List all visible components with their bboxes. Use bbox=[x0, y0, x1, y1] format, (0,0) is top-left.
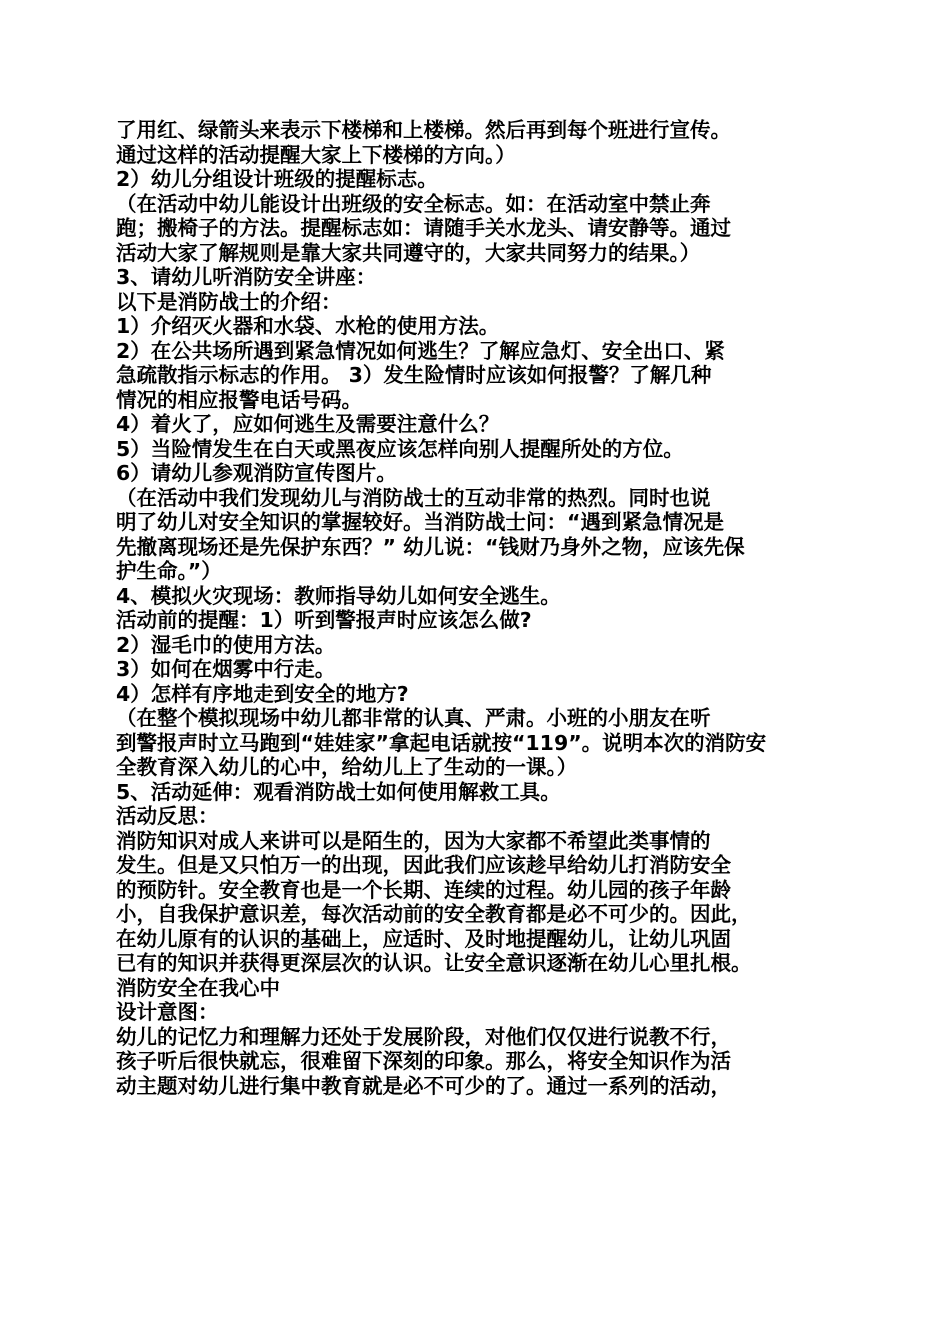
text-line: （在活动中幼儿能设计出班级的安全标志。如：在活动室中禁止奔 bbox=[116, 191, 711, 216]
text-line: 通过这样的活动提醒大家上下楼梯的方向。） bbox=[116, 142, 516, 167]
text-line: 4）怎样有序地走到安全的地方? bbox=[116, 681, 409, 706]
text-line: 3）如何在烟雾中行走。 bbox=[116, 657, 336, 681]
text-line: 先撤离现场还是先保护东西？” 幼儿说：“钱财乃身外之物，应该先保 bbox=[116, 534, 745, 559]
text-line: 到警报声时立马跑到“娃娃家”拿起电话就按“119”。说明本次的消防安 bbox=[116, 730, 767, 755]
text-line: 消防知识对成人来讲可以是陌生的，因为大家都不希望此类事情的 bbox=[116, 828, 711, 853]
text-line: 2）幼儿分组设计班级的提醒标志。 bbox=[116, 167, 438, 191]
text-line: （在整个模拟现场中幼儿都非常的认真、严肃。小班的小朋友在听 bbox=[116, 706, 711, 730]
text-line: 6）请幼儿参观消防宣传图片。 bbox=[116, 461, 397, 485]
text-line: 5）当险情发生在白天或黑夜应该怎样向别人提醒所处的方位。 bbox=[116, 436, 684, 461]
text-line: 1）介绍灭火器和水袋、水枪的使用方法。 bbox=[116, 314, 500, 338]
text-line: 急疏散指示标志的作用。 3）发生险情时应该如何报警？了解几种 bbox=[116, 363, 712, 387]
text-line: 孩子听后很快就忘，很难留下深刻的印象。那么，将安全知识作为活 bbox=[116, 1049, 731, 1073]
text-line: 4）着火了，应如何逃生及需要注意什么？ bbox=[116, 412, 500, 436]
text-line: 2）在公共场所遇到紧急情况如何逃生？了解应急灯、安全出口、紧 bbox=[116, 338, 725, 363]
document-page bbox=[116, 118, 846, 1098]
text-line: 跑；搬椅子的方法。提醒标志如：请随手关水龙头、请安静等。通过 bbox=[116, 216, 731, 240]
text-line: 以下是消防战士的介绍： bbox=[116, 289, 342, 314]
text-line: 4、模拟火灾现场：教师指导幼儿如何安全逃生。 bbox=[116, 583, 561, 608]
text-line: 全教育深入幼儿的心中，给幼儿上了生动的一课。） bbox=[116, 755, 578, 779]
text-line: 发生。但是又只怕万一的出现，因此我们应该趁早给幼儿打消防安全 bbox=[116, 853, 731, 877]
text-line: 5、活动延伸：观看消防战士如何使用解救工具。 bbox=[116, 779, 561, 804]
text-line: 动主题对幼儿进行集中教育就是必不可少的了。通过一系列的活动， bbox=[116, 1073, 731, 1098]
text-line: 2）湿毛巾的使用方法。 bbox=[116, 632, 336, 657]
text-line: 的预防针。安全教育也是一个长期、连续的过程。幼儿园的孩子年龄 bbox=[116, 877, 731, 902]
text-line: 情况的相应报警电话号码。 bbox=[116, 387, 362, 412]
text-line: 在幼儿原有的认识的基础上，应适时、及时地提醒幼儿，让幼儿巩固 bbox=[116, 926, 731, 951]
text-line: 了用红、绿箭头来表示下楼梯和上楼梯。然后再到每个班进行宣传。 bbox=[116, 118, 731, 142]
text-line: 3、请幼儿听消防安全讲座： bbox=[116, 265, 377, 289]
text-line: 活动反思： bbox=[116, 804, 219, 828]
text-line: 护生命。”） bbox=[116, 559, 222, 583]
text-line: 活动前的提醒：1）听到警报声时应该怎么做? bbox=[116, 608, 532, 632]
text-line: 已有的知识并获得更深层次的认识。让安全意识逐渐在幼儿心里扎根。 bbox=[116, 951, 752, 975]
text-line: 小，自我保护意识差，每次活动前的安全教育都是必不可少的。因此， bbox=[116, 902, 752, 926]
text-line: 明了幼儿对安全知识的掌握较好。当消防战士问：“遇到紧急情况是 bbox=[116, 510, 724, 534]
text-line: 消防安全在我心中 bbox=[116, 975, 280, 1000]
text-line: （在活动中我们发现幼儿与消防战士的互动非常的热烈。同时也说 bbox=[116, 485, 711, 510]
text-line: 幼儿的记忆力和理解力还处于发展阶段，对他们仅仅进行说教不行， bbox=[116, 1024, 731, 1049]
text-line: 设计意图： bbox=[116, 1000, 219, 1024]
text-line: 活动大家了解规则是靠大家共同遵守的，大家共同努力的结果。） bbox=[116, 240, 701, 265]
